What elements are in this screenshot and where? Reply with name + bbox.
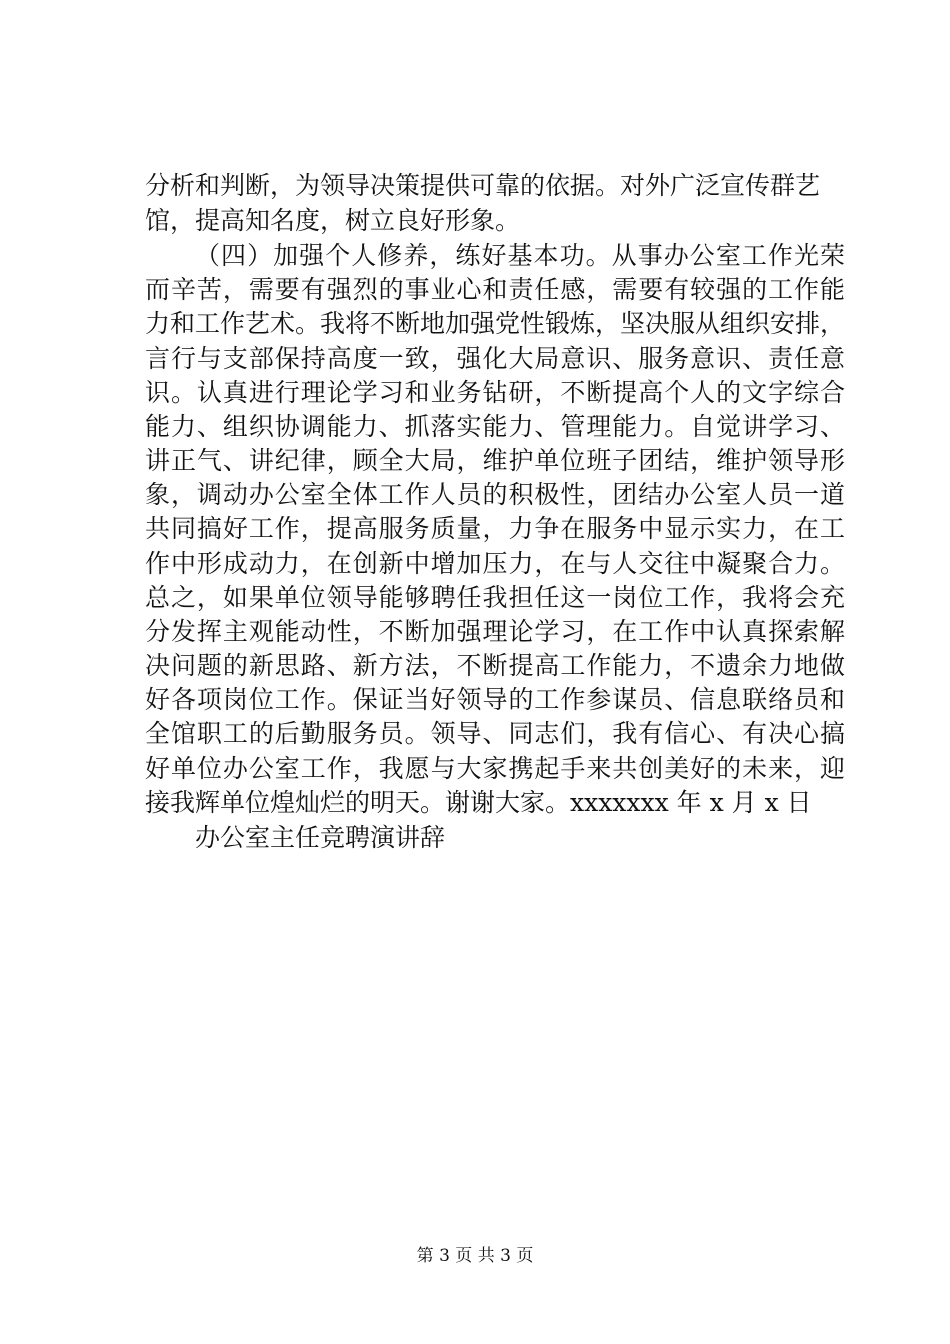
- body-text-line: 象，调动办公室全体工作人员的积极性，团结办公室人员一道: [145, 480, 845, 509]
- body-text-line: 接我辉单位煌灿烂的明天。谢谢大家。xxxxxxx 年 x 月 x 日: [145, 788, 812, 817]
- body-text-line: 好各项岗位工作。保证当好领导的工作参谋员、信息联络员和: [145, 685, 845, 714]
- page-number-footer: 第 3 页 共 3 页: [416, 1246, 534, 1266]
- body-text-line: 讲正气、讲纪律，顾全大局，维护单位班子团结，维护领导形: [145, 446, 845, 475]
- body-text-line: 全馆职工的后勤服务员。领导、同志们，我有信心、有决心搞: [145, 719, 845, 748]
- body-text-line: 好单位办公室工作，我愿与大家携起手来共创美好的未来，迎: [145, 754, 845, 783]
- body-text-line: 馆，提高知名度，树立良好形象。: [145, 206, 521, 235]
- body-text-line: 作中形成动力，在创新中增加压力，在与人交往中凝聚合力。: [145, 549, 845, 578]
- body-text-line: 而辛苦，需要有强烈的事业心和责任感，需要有较强的工作能: [145, 275, 845, 304]
- document-title-line: 办公室主任竞聘演讲辞: [195, 823, 446, 852]
- body-text-line: 识。认真进行理论学习和业务钻研，不断提高个人的文字综合: [145, 378, 845, 407]
- body-text-line: 力和工作艺术。我将不断地加强党性锻炼，坚决服从组织安排，: [145, 309, 846, 338]
- section-heading-line: （四）加强个人修养，练好基本功。从事办公室工作光荣: [195, 241, 845, 270]
- body-text-line: 言行与支部保持高度一致，强化大局意识、服务意识、责任意: [145, 344, 845, 373]
- body-text-line: 决问题的新思路、新方法，不断提高工作能力，不遗余力地做: [145, 651, 845, 680]
- body-text-line: 能力、组织协调能力、抓落实能力、管理能力。自觉讲学习、: [145, 412, 845, 441]
- body-text-line: 共同搞好工作，提高服务质量，力争在服务中显示实力，在工: [145, 514, 845, 543]
- body-text-line: 分析和判断，为领导决策提供可靠的依据。对外广泛宣传群艺: [145, 171, 821, 200]
- body-text-line: 分发挥主观能动性，不断加强理论学习，在工作中认真探索解: [145, 617, 845, 646]
- body-text-line: 总之，如果单位领导能够聘任我担任这一岗位工作，我将会充: [145, 583, 845, 612]
